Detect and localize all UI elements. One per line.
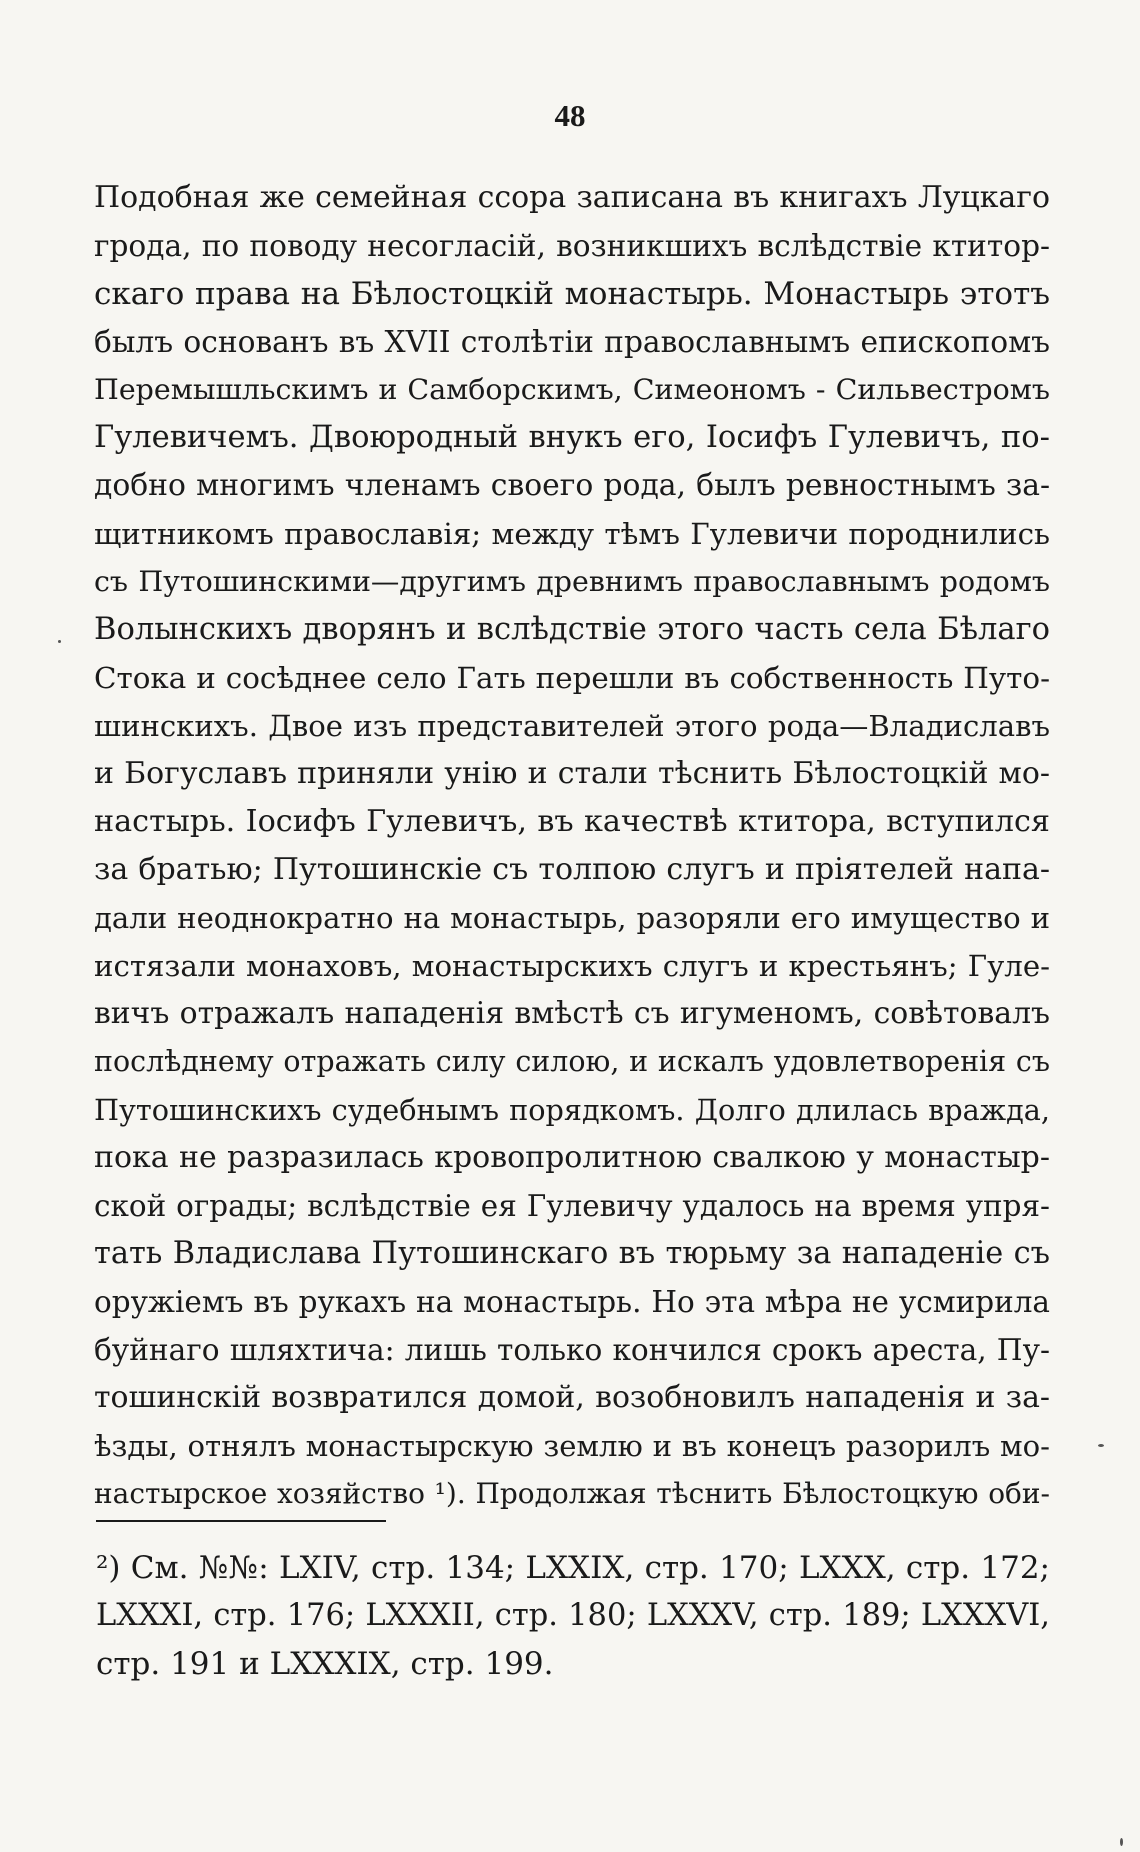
- body-line: дали неоднократно на монастырь, разоряли его имущество и: [94, 901, 1050, 935]
- body-line: послѣднему отражать силу силою, и искалъ удовлетворенія съ: [94, 1045, 1050, 1078]
- body-line: буйнаго шляхтича: лишь только кончился срокъ ареста, Пу-: [94, 1333, 1050, 1367]
- body-line: пока не разразилась кровопролитною свалкою у монастыр-: [94, 1140, 1050, 1175]
- footnote-line: LXXXI, стр. 176; LXXXII, стр. 180; LXXXV, стр. 189; LXXXVI,: [96, 1598, 1050, 1633]
- footnote-line: стр. 191 и LXXXIX, стр. 199.: [96, 1646, 554, 1682]
- body-line: съ Путошинскими—другимъ древнимъ православнымъ родомъ: [94, 565, 1050, 598]
- body-line: Подобная же семейная ссора записана въ книгахъ Луцкаго: [94, 180, 1050, 215]
- body-line: щитникомъ православія; между тѣмъ Гулевичи породнились: [94, 517, 1050, 551]
- body-line: ѣзды, отнялъ монастырскую землю и въ конецъ разорилъ мо-: [94, 1429, 1050, 1463]
- body-line: тошинскій возвратился домой, возобновилъ нападенія и за-: [94, 1380, 1050, 1415]
- body-line: тать Владислава Путошинскаго въ тюрьму за нападеніе съ: [94, 1236, 1050, 1271]
- body-line: былъ основанъ въ XVII столѣтіи православнымъ епископомъ: [94, 324, 1050, 359]
- scan-speck: [58, 640, 61, 643]
- body-line: ской ограды; вслѣдствіе ея Гулевичу удалось на время упря-: [94, 1189, 1050, 1223]
- body-line: добно многимъ членамъ своего рода, былъ ревностнымъ за-: [94, 468, 1050, 503]
- body-line: грода, по поводу несогласій, возникшихъ вслѣдствіе ктитор-: [94, 229, 1050, 263]
- body-line: истязали монаховъ, монастырскихъ слугъ и крестьянъ; Гуле-: [94, 949, 1050, 983]
- body-line: настырь. Іосифъ Гулевичъ, въ качествѣ ктитора, вступился: [94, 804, 1050, 839]
- footnote-line: ²) См. №№: LXIV, стр. 134; LXXIX, стр. 170; LXXX, стр. 172;: [96, 1550, 1050, 1586]
- body-line: шинскихъ. Двое изъ представителей этого рода—Владиславъ: [94, 709, 1050, 743]
- body-line: Путошинскихъ судебнымъ порядкомъ. Долго длилась вражда,: [94, 1093, 1050, 1127]
- scan-speck: [1120, 1838, 1123, 1846]
- body-line: Стока и сосѣднее село Гать перешли въ собственность Путо-: [94, 661, 1050, 695]
- body-line: оружіемъ въ рукахъ на монастырь. Но эта мѣра не усмирила: [94, 1285, 1050, 1319]
- body-line: настырское хозяйство ¹). Продолжая тѣснить Бѣлостоцкую оби-: [94, 1477, 1050, 1510]
- body-line: за братью; Путошинскіе съ толпою слугъ и пріятелей напа-: [94, 852, 1050, 887]
- body-line: Перемышльскимъ и Самборскимъ, Симеономъ - Сильвестромъ: [94, 373, 1050, 406]
- footnotes: [96, 1544, 1050, 1688]
- footnote-divider: [96, 1520, 386, 1522]
- body-text: [94, 174, 1050, 1518]
- body-line: и Богуславъ приняли унію и стали тѣснить Бѣлостоцкій мо-: [94, 756, 1050, 791]
- body-line: скаго права на Бѣлостоцкій монастырь. Монастырь этотъ: [94, 276, 1050, 312]
- page-number: 48: [554, 98, 586, 133]
- body-line: вичъ отражалъ нападенія вмѣстѣ съ игуменомъ, совѣтовалъ: [94, 996, 1050, 1031]
- scan-speck: [1098, 1444, 1104, 1447]
- body-line: Волынскихъ дворянъ и вслѣдствіе этого часть села Бѣлаго: [94, 612, 1050, 647]
- body-line: Гулевичемъ. Двоюродный внукъ его, Іосифъ Гулевичъ, по-: [94, 420, 1050, 455]
